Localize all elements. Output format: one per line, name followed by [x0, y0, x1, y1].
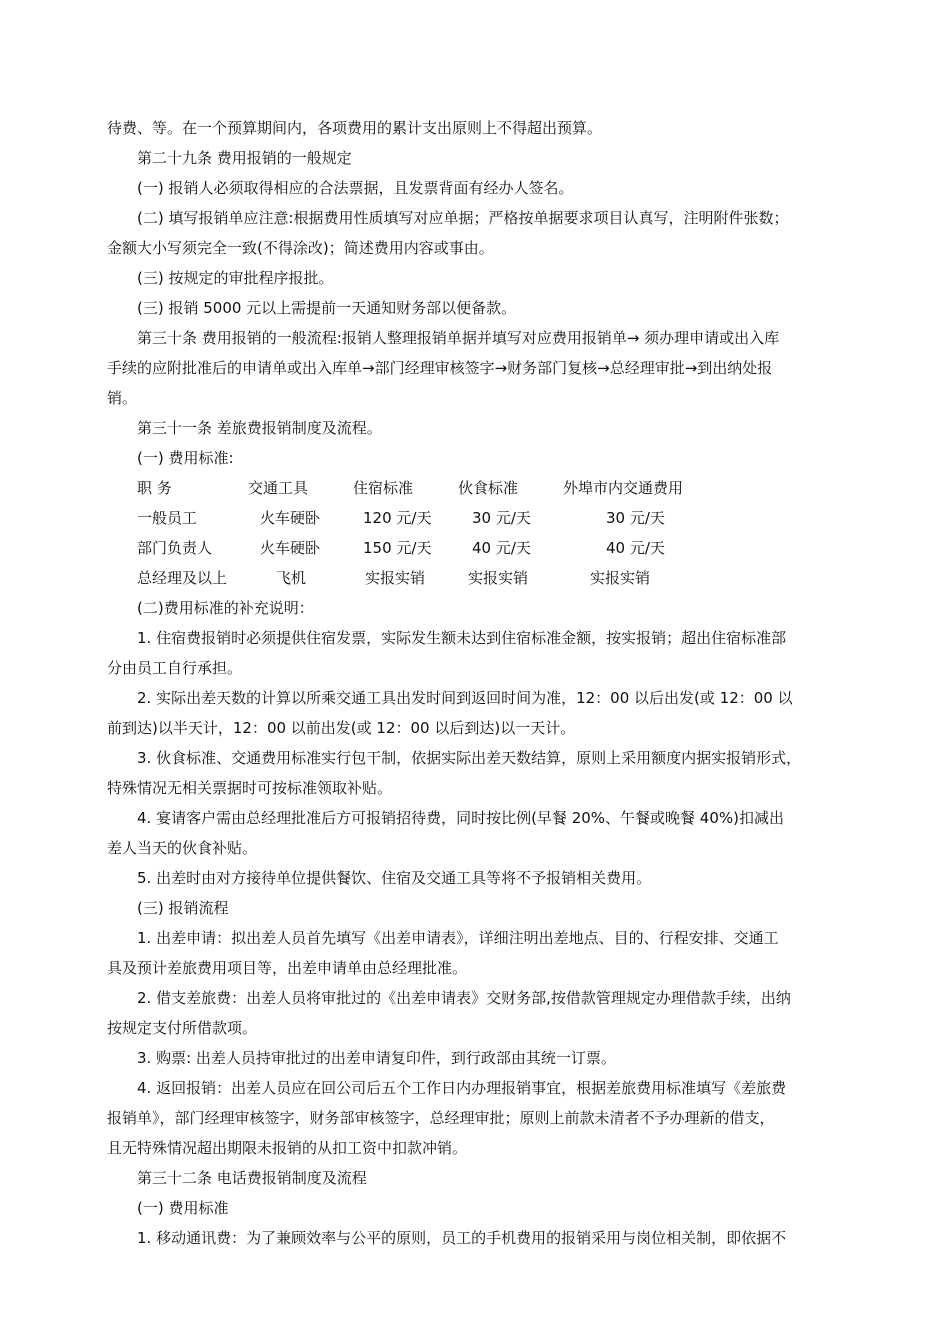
table-cell: 飞机 — [276, 569, 307, 587]
paragraph-line: 5. 出差时由对方接待单位提供餐饮、住宿及交通工具等将不予报销相关费用。 — [137, 869, 652, 887]
paragraph-line: 3. 伙食标准、交通费用标准实行包干制，依据实际出差天数结算，原则上采用额度内据实报销形式， — [137, 749, 802, 767]
paragraph-line: 1. 移动通讯费：为了兼顾效率与公平的原则，员工的手机费用的报销采用与岗位相关制，即依据不 — [137, 1229, 787, 1247]
paragraph-line: 销。 — [107, 389, 138, 407]
table-header-cell: 职 务 — [137, 479, 172, 497]
paragraph-line: 分由员工自行承担。 — [107, 659, 243, 677]
table-cell: 实报实销 — [590, 569, 651, 587]
paragraph-line: 前到达)以半天计，12：00 以前出发(或 12：00 以后到达)以一天计。 — [107, 719, 576, 737]
article-heading: 第三十条 费用报销的一般流程:报销人整理报销单据并填写对应费用报销单→ 须办理申请或出入库 — [137, 329, 780, 347]
article-heading: 第三十一条 差旅费报销制度及流程。 — [137, 419, 382, 437]
paragraph-line: 4. 宴请客户需由总经理批准后方可报销招待费，同时按比例(早餐 20%、午餐或晚餐 40%)扣减出 — [137, 809, 785, 827]
paragraph-line: (一) 费用标准 — [137, 1199, 229, 1217]
article-heading: 第二十九条 费用报销的一般规定 — [137, 149, 352, 167]
paragraph-line: 4. 返回报销：出差人员应在回公司后五个工作日内办理报销事宜，根据差旅费用标准填写《差旅费 — [137, 1079, 787, 1097]
table-cell: 40 元/天 — [606, 539, 665, 557]
paragraph-line: 手续的应附批准后的申请单或出入库单→部门经理审核签字→财务部门复核→总经理审批→到出纳处报 — [107, 359, 773, 377]
paragraph-line: 待费、等。在一个预算期间内，各项费用的累计支出原则上不得超出预算。 — [107, 119, 603, 137]
paragraph-line: (二)费用标准的补充说明： — [137, 599, 314, 617]
article-heading: 第三十二条 电话费报销制度及流程 — [137, 1169, 367, 1187]
table-header-cell: 住宿标准 — [353, 479, 414, 497]
paragraph-line: 报销单》，部门经理审核签字，财务部审核签字，总经理审批；原则上前款未清者不予办理新的借支， — [107, 1109, 775, 1127]
paragraph-line: (一) 费用标准: — [137, 449, 234, 467]
table-cell: 火车硬卧 — [260, 539, 321, 557]
table-cell: 总经理及以上 — [137, 569, 228, 587]
paragraph-line: 1. 出差申请：拟出差人员首先填写《出差申请表》，详细注明出差地点、目的、行程安排、交通工 — [137, 929, 779, 947]
paragraph-line: 且无特殊情况超出期限未报销的从扣工资中扣款冲销。 — [107, 1139, 468, 1157]
table-cell: 30 元/天 — [472, 509, 531, 527]
table-header-cell: 外埠市内交通费用 — [563, 479, 684, 497]
paragraph-line: (三) 报销流程 — [137, 899, 229, 917]
table-cell: 120 元/天 — [363, 509, 432, 527]
table-cell: 40 元/天 — [472, 539, 531, 557]
table-cell: 实报实销 — [365, 569, 426, 587]
paragraph-line: 具及预计差旅费用项目等，出差申请单由总经理批准。 — [107, 959, 468, 977]
paragraph-line: 特殊情况无相关票据时可按标准领取补贴。 — [107, 779, 393, 797]
paragraph-line: 金额大小写须完全一致(不得涂改)；简述费用内容或事由。 — [107, 239, 494, 257]
paragraph-line: 按规定支付所借款项。 — [107, 1019, 258, 1037]
table-cell: 150 元/天 — [363, 539, 432, 557]
table-cell: 30 元/天 — [606, 509, 665, 527]
paragraph-line: (二) 填写报销单应注意:根据费用性质填写对应单据；严格按单据要求项目认真写，注明附件张数； — [137, 209, 789, 227]
table-cell: 实报实销 — [468, 569, 529, 587]
table-cell: 一般员工 — [137, 509, 198, 527]
paragraph-line: (三) 按规定的审批程序报批。 — [137, 269, 334, 287]
paragraph-line: 2. 实际出差天数的计算以所乘交通工具出发时间到返回时间为准，12：00 以后出发(或 12：00 以 — [137, 689, 793, 707]
paragraph-line: 差人当天的伙食补贴。 — [107, 839, 258, 857]
table-cell: 火车硬卧 — [260, 509, 321, 527]
paragraph-line: (一) 报销人必须取得相应的合法票据，且发票背面有经办人签名。 — [137, 179, 574, 197]
paragraph-line: 3. 购票: 出差人员持审批过的出差申请复印件，到行政部由其统一订票。 — [137, 1049, 616, 1067]
table-cell: 部门负责人 — [137, 539, 213, 557]
paragraph-line: (三) 报销 5000 元以上需提前一天通知财务部以便备款。 — [137, 299, 517, 317]
paragraph-line: 2. 借支差旅费：出差人员将审批过的《出差申请表》交财务部,按借款管理规定办理借款手续，出纳 — [137, 989, 791, 1007]
table-header-cell: 伙食标准 — [458, 479, 519, 497]
table-header-cell: 交通工具 — [248, 479, 309, 497]
paragraph-line: 1. 住宿费报销时必须提供住宿发票，实际发生额未达到住宿标准金额，按实报销；超出住宿标准部 — [137, 629, 787, 647]
